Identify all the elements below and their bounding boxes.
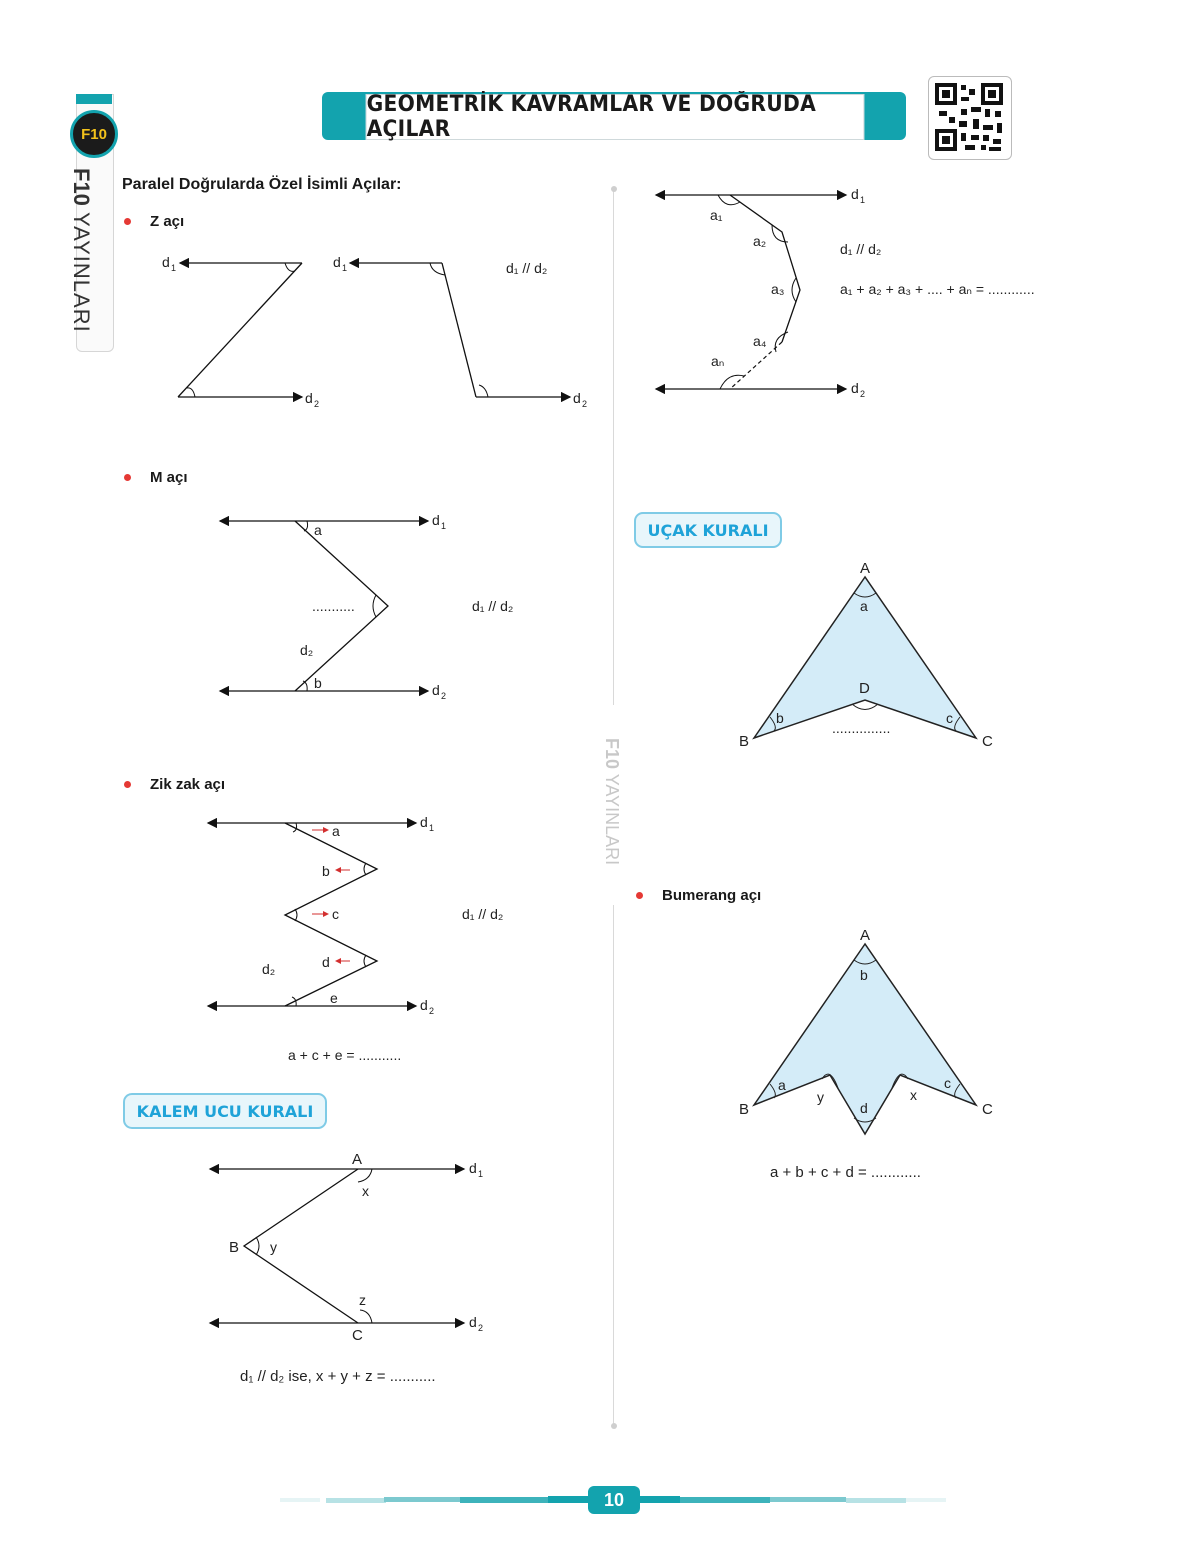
page-number: 10: [588, 1486, 640, 1514]
ucak-B: B: [739, 733, 750, 750]
kalem-d1: d: [469, 1160, 477, 1176]
multi-d2: d: [851, 380, 859, 396]
kalem-A: A: [352, 1151, 363, 1168]
z2-d1: d: [333, 254, 341, 270]
ucak-C: C: [982, 733, 993, 750]
ucak-b: b: [776, 710, 784, 726]
side-brand-accent: [76, 94, 112, 104]
bullet-z: [124, 218, 131, 225]
bullet-m: [124, 474, 131, 481]
zz-parallel: d₁ // d₂: [462, 906, 504, 922]
bumerang-diagram: [730, 922, 1000, 1184]
m-angle-diagram: [210, 505, 550, 710]
m-label-a: a: [314, 522, 322, 538]
m-d1: d: [432, 512, 440, 528]
bumerang-title: Bumerang açı: [662, 887, 762, 904]
svg-text:2: 2: [314, 399, 320, 409]
kalem-x: x: [362, 1183, 369, 1199]
zz-d2-label: d₂: [262, 961, 276, 977]
svg-text:2: 2: [441, 691, 447, 701]
svg-text:1: 1: [342, 263, 348, 273]
divider-dot-bottom: [611, 1423, 617, 1429]
brand-logo: F10: [70, 110, 118, 158]
z-parallel: d₁ // d₂: [506, 260, 548, 276]
multi-a3: a₃: [771, 281, 785, 297]
ucak-kurali-badge: UÇAK KURALI: [634, 512, 782, 548]
svg-text:2: 2: [582, 399, 588, 409]
ucak-a: a: [860, 598, 868, 614]
svg-text:2: 2: [860, 389, 866, 399]
kalem-C: C: [352, 1327, 363, 1344]
bullet-zigzag: [124, 781, 131, 788]
z2-d2: d: [573, 390, 581, 406]
svg-text:2: 2: [478, 1323, 484, 1333]
multi-an: aₙ: [711, 353, 725, 369]
m-angle-title: M açı: [150, 469, 188, 486]
zz-label-c: c: [332, 906, 339, 922]
m-d2-label: d₂: [300, 642, 314, 658]
kalem-question: d₁ // d₂ ise, x + y + z = ...........: [240, 1368, 436, 1385]
z1-d1: d: [162, 254, 170, 270]
m-parallel: d₁ // d₂: [472, 598, 514, 614]
side-brand-text: F10 YAYINLARI: [69, 168, 94, 333]
kalem-ucu-badge: KALEM UCU KURALI: [123, 1093, 327, 1129]
svg-text:1: 1: [429, 823, 435, 833]
bum-a: a: [778, 1077, 786, 1093]
ucak-A: A: [860, 560, 871, 577]
svg-text:1: 1: [478, 1169, 484, 1179]
zz-label-a: a: [332, 823, 340, 839]
z-angle-title: Z açı: [150, 213, 185, 230]
zigzag-title: Zik zak açı: [150, 776, 226, 793]
z1-d2: d: [305, 390, 313, 406]
multi-parallel: d₁ // d₂: [840, 241, 882, 257]
bullet-bumerang: [636, 892, 643, 899]
m-d2: d: [432, 682, 440, 698]
zz-label-e: e: [330, 990, 338, 1006]
bum-A: A: [860, 927, 871, 944]
ucak-D: D: [859, 680, 870, 697]
kalem-z: z: [359, 1292, 366, 1308]
divider-dot-top: [611, 186, 617, 192]
svg-text:1: 1: [171, 263, 177, 273]
page-title: GEOMETRİK KAVRAMLAR VE DOĞRUDA AÇILAR: [366, 94, 865, 140]
zigzag-diagram: [200, 808, 540, 1068]
section-title: Paralel Doğrularda Özel İsimli Açılar:: [122, 176, 402, 193]
zz-label-d: d: [322, 954, 330, 970]
bum-x: x: [910, 1087, 917, 1103]
bum-d: d: [860, 1100, 868, 1116]
bum-formula: a + b + c + d = ............: [770, 1164, 921, 1181]
zz-label-b: b: [322, 863, 330, 879]
qr-icon: [929, 77, 1011, 159]
qr-code[interactable]: [928, 76, 1012, 160]
svg-text:2: 2: [429, 1006, 435, 1016]
ucak-dots: ...............: [832, 720, 891, 736]
kalem-y: y: [270, 1239, 277, 1255]
multi-formula: a₁ + a₂ + a₃ + .... + aₙ = ............: [840, 281, 1035, 297]
zz-formula: a + c + e = ...........: [288, 1047, 402, 1063]
bum-b: b: [860, 967, 868, 983]
kalem-ucu-diagram: [200, 1148, 520, 1393]
bum-B: B: [739, 1101, 750, 1118]
middle-brand-text: F10 YAYINLARI: [602, 738, 622, 866]
multi-a4: a₄: [753, 333, 767, 349]
ucak-c: c: [946, 710, 953, 726]
bum-C: C: [982, 1101, 993, 1118]
kalem-B: B: [229, 1239, 240, 1256]
zz-d1: d: [420, 814, 428, 830]
bum-y: y: [817, 1089, 824, 1105]
z-angle-diagram: [150, 245, 610, 420]
bum-c: c: [944, 1075, 951, 1091]
multi-a1: a₁: [710, 207, 723, 223]
m-label-b: b: [314, 675, 322, 691]
kalem-d2: d: [469, 1314, 477, 1330]
zz-d2: d: [420, 997, 428, 1013]
multi-angle-diagram: [640, 180, 1100, 405]
multi-d1: d: [851, 186, 859, 202]
ucak-diagram: [730, 555, 1000, 755]
svg-text:1: 1: [860, 195, 866, 205]
m-dots: ...........: [312, 598, 355, 614]
svg-text:1: 1: [441, 521, 447, 531]
multi-a2: a₂: [753, 233, 767, 249]
